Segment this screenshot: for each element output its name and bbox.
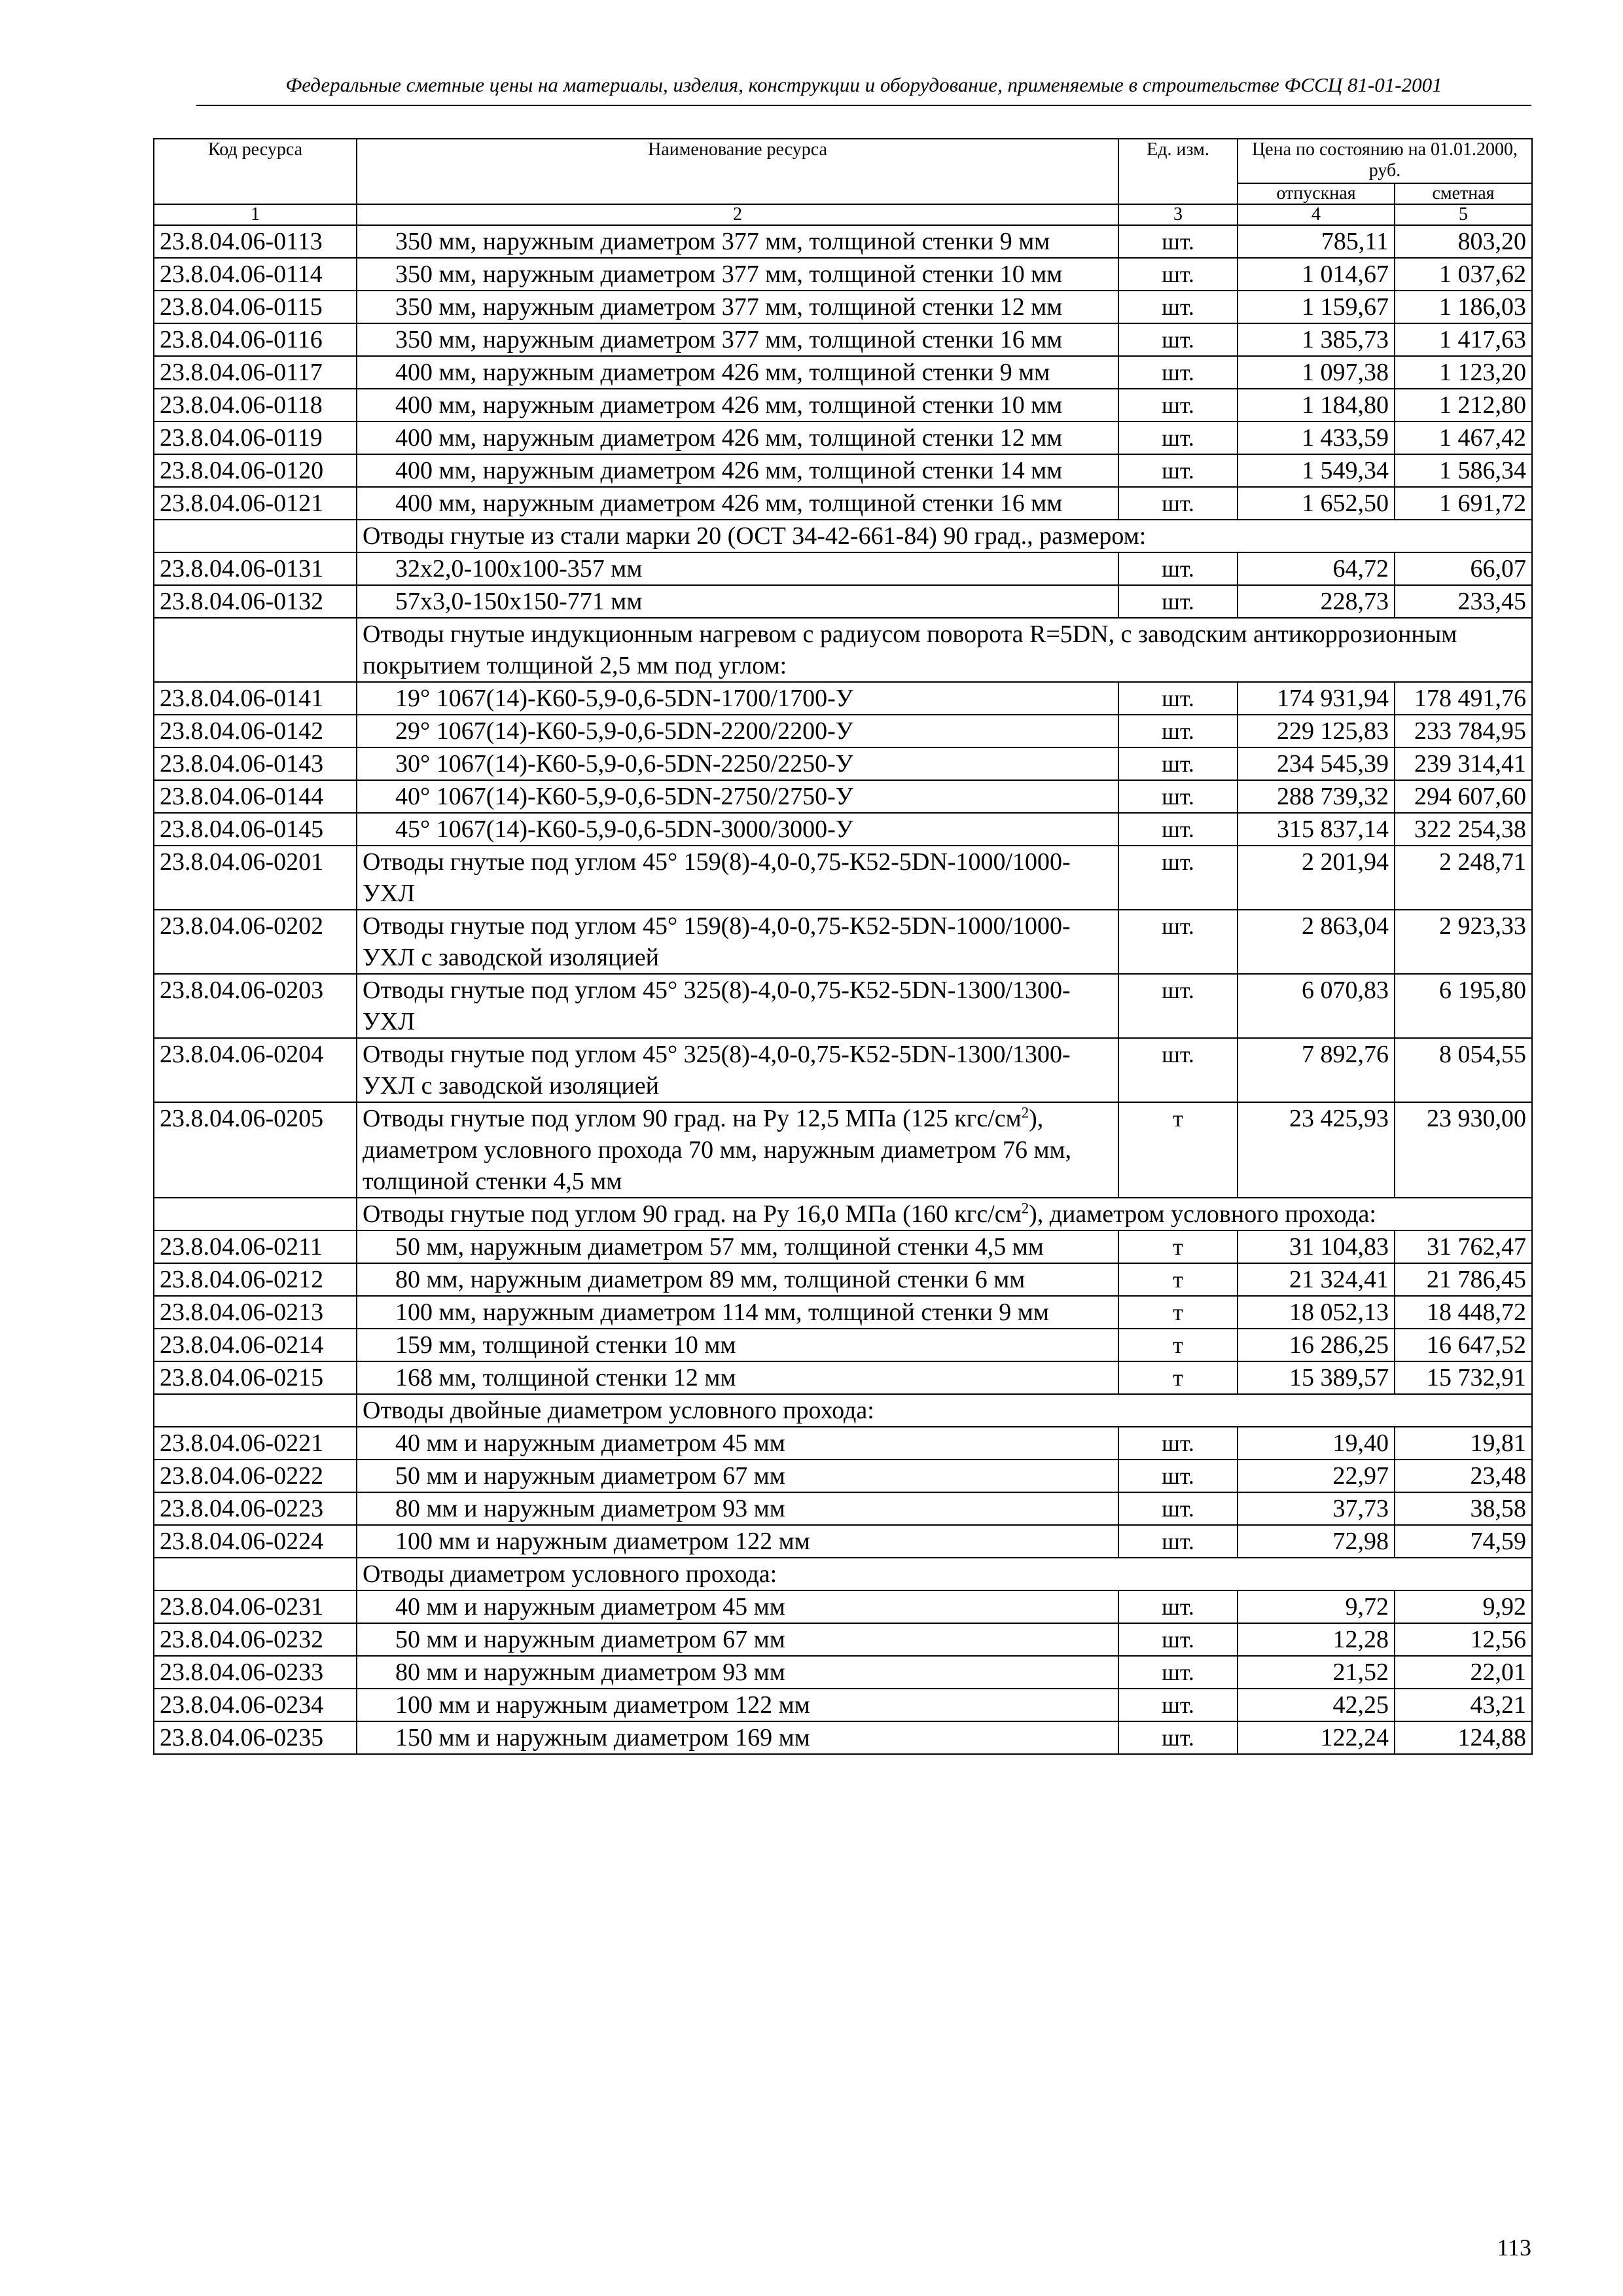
resource-name: 30° 1067(14)-К60-5,9-0,6-5DN-2250/2250-У [357,747,1118,780]
release-price: 1 097,38 [1238,356,1395,389]
resource-unit: шт. [1118,715,1238,747]
table-row [154,1038,1532,1102]
release-price: 1 652,50 [1238,487,1395,520]
estimate-price: 1 417,63 [1395,323,1532,356]
resource-unit: шт. [1118,780,1238,813]
table-row [154,715,1532,747]
resource-code: 23.8.04.06-0118 [154,389,357,422]
resource-code: 23.8.04.06-0233 [154,1656,357,1689]
release-price: 2 201,94 [1238,846,1395,910]
resource-unit: шт. [1118,1623,1238,1656]
resource-name: 150 мм и наружным диаметром 169 мм [357,1721,1118,1754]
group-row [154,1198,1532,1230]
resource-unit: т [1118,1263,1238,1296]
estimate-price: 31 762,47 [1395,1230,1532,1263]
resource-unit: шт. [1118,910,1238,974]
resource-code: 23.8.04.06-0131 [154,552,357,585]
header-unit: Ед. изм. [1118,139,1238,204]
table-row [154,1721,1532,1754]
release-price: 2 863,04 [1238,910,1395,974]
resource-code: 23.8.04.06-0223 [154,1492,357,1525]
release-price: 42,25 [1238,1689,1395,1721]
resource-unit: шт. [1118,552,1238,585]
resource-name: 400 мм, наружным диаметром 426 мм, толщиной стенки 9 мм [357,356,1118,389]
resource-code: 23.8.04.06-0143 [154,747,357,780]
resource-code: 23.8.04.06-0120 [154,454,357,487]
resource-unit: шт. [1118,487,1238,520]
estimate-price: 233 784,95 [1395,715,1532,747]
resource-code: 23.8.04.06-0215 [154,1361,357,1394]
table-row [154,1460,1532,1492]
resource-name: 29° 1067(14)-К60-5,9-0,6-5DN-2200/2200-У [357,715,1118,747]
estimate-price: 6 195,80 [1395,974,1532,1038]
resource-name: 50 мм и наружным диаметром 67 мм [357,1623,1118,1656]
resource-code: 23.8.04.06-0203 [154,974,357,1038]
release-price: 1 184,80 [1238,389,1395,422]
table-row [154,1329,1532,1361]
table-row [154,780,1532,813]
estimate-price: 43,21 [1395,1689,1532,1721]
resource-code: 23.8.04.06-0232 [154,1623,357,1656]
release-price: 174 931,94 [1238,682,1395,715]
group-row [154,618,1532,682]
resource-name: Отводы гнутые под углом 45° 159(8)-4,0-0,75-К52-5DN-1000/1000-УХЛ [357,846,1118,910]
empty-code-cell [154,1198,357,1230]
colnum-4: 4 [1238,204,1395,225]
release-price: 21 324,41 [1238,1263,1395,1296]
resource-code: 23.8.04.06-0117 [154,356,357,389]
header-price: Цена по состоянию на 01.01.2000, руб. [1238,139,1532,183]
release-price: 122,24 [1238,1721,1395,1754]
release-price: 72,98 [1238,1525,1395,1558]
estimate-price: 178 491,76 [1395,682,1532,715]
release-price: 785,11 [1238,225,1395,258]
resource-code: 23.8.04.06-0205 [154,1102,357,1198]
release-price: 9,72 [1238,1590,1395,1623]
table-row [154,813,1532,846]
resource-unit: шт. [1118,1460,1238,1492]
table-row [154,1230,1532,1263]
estimate-price: 74,59 [1395,1525,1532,1558]
table-row [154,1689,1532,1721]
resource-name: 400 мм, наружным диаметром 426 мм, толщиной стенки 12 мм [357,422,1118,454]
group-heading: Отводы диаметром условного прохода: [357,1558,1532,1590]
resource-code: 23.8.04.06-0115 [154,291,357,323]
group-row [154,1394,1532,1427]
resource-code: 23.8.04.06-0145 [154,813,357,846]
resource-unit: шт. [1118,1656,1238,1689]
release-price: 1 159,67 [1238,291,1395,323]
header-code: Код ресурса [154,139,357,204]
release-price: 22,97 [1238,1460,1395,1492]
release-price: 288 739,32 [1238,780,1395,813]
resource-name: Отводы гнутые под углом 45° 325(8)-4,0-0,75-К52-5DN-1300/1300-УХЛ [357,974,1118,1038]
resource-name: 100 мм и наружным диаметром 122 мм [357,1525,1118,1558]
estimate-price: 22,01 [1395,1656,1532,1689]
resource-unit: шт. [1118,1590,1238,1623]
group-text: Отводы гнутые под углом 90 град. на Ру 16,0 МПа (160 кгс/см [363,1200,1022,1228]
release-price: 234 545,39 [1238,747,1395,780]
table-row [154,1361,1532,1394]
estimate-price: 1 123,20 [1395,356,1532,389]
resource-code: 23.8.04.06-0116 [154,323,357,356]
resource-unit: шт. [1118,585,1238,618]
release-price: 19,40 [1238,1427,1395,1460]
table-row [154,323,1532,356]
resource-unit: шт. [1118,1427,1238,1460]
release-price: 12,28 [1238,1623,1395,1656]
resource-code: 23.8.04.06-0235 [154,1721,357,1754]
resource-name: 80 мм, наружным диаметром 89 мм, толщиной стенки 6 мм [357,1263,1118,1296]
resource-code: 23.8.04.06-0144 [154,780,357,813]
resource-unit: шт. [1118,454,1238,487]
resource-unit: шт. [1118,846,1238,910]
name-text: Отводы гнутые под углом 90 град. на Ру 12,5 МПа (125 кгс/см [363,1105,1022,1132]
release-price: 6 070,83 [1238,974,1395,1038]
resource-unit: шт. [1118,813,1238,846]
resource-name: 100 мм, наружным диаметром 114 мм, толщиной стенки 9 мм [357,1296,1118,1329]
release-price: 7 892,76 [1238,1038,1395,1102]
estimate-price: 21 786,45 [1395,1263,1532,1296]
estimate-price: 1 037,62 [1395,258,1532,291]
resource-code: 23.8.04.06-0119 [154,422,357,454]
resource-unit: шт. [1118,356,1238,389]
resource-unit: шт. [1118,1038,1238,1102]
table-row [154,422,1532,454]
table-row [154,552,1532,585]
estimate-price: 38,58 [1395,1492,1532,1525]
resource-code: 23.8.04.06-0201 [154,846,357,910]
release-price: 1 433,59 [1238,422,1395,454]
resource-code: 23.8.04.06-0222 [154,1460,357,1492]
resource-code: 23.8.04.06-0132 [154,585,357,618]
empty-code-cell [154,1394,357,1427]
resource-unit: шт. [1118,1689,1238,1721]
resource-code: 23.8.04.06-0214 [154,1329,357,1361]
estimate-price: 23,48 [1395,1460,1532,1492]
release-price: 1 014,67 [1238,258,1395,291]
empty-code-cell [154,520,357,552]
superscript: 2 [1021,1104,1029,1121]
resource-unit: шт. [1118,422,1238,454]
table-row [154,682,1532,715]
header-estimate: сметная [1395,183,1532,204]
resource-name: 80 мм и наружным диаметром 93 мм [357,1492,1118,1525]
release-price: 31 104,83 [1238,1230,1395,1263]
resource-code: 23.8.04.06-0211 [154,1230,357,1263]
resource-name: 400 мм, наружным диаметром 426 мм, толщиной стенки 14 мм [357,454,1118,487]
resource-code: 23.8.04.06-0224 [154,1525,357,1558]
release-price: 64,72 [1238,552,1395,585]
resource-unit: т [1118,1329,1238,1361]
resource-unit: шт. [1118,682,1238,715]
estimate-price: 294 607,60 [1395,780,1532,813]
group-heading: Отводы двойные диаметром условного прохода: [357,1394,1532,1427]
estimate-price: 2 923,33 [1395,910,1532,974]
table-row [154,585,1532,618]
group-heading: Отводы гнутые индукционным нагревом с радиусом поворота R=5DN, с заводским антикоррозионным покрытием толщиной 2,5 мм под углом: [357,618,1532,682]
resource-name: 168 мм, толщиной стенки 12 мм [357,1361,1118,1394]
resource-name: 100 мм и наружным диаметром 122 мм [357,1689,1118,1721]
resource-name: 32x2,0-100x100-357 мм [357,552,1118,585]
release-price: 229 125,83 [1238,715,1395,747]
release-price: 16 286,25 [1238,1329,1395,1361]
estimate-price: 9,92 [1395,1590,1532,1623]
resource-unit: шт. [1118,258,1238,291]
table-row [154,974,1532,1038]
resource-code: 23.8.04.06-0234 [154,1689,357,1721]
table-row [154,1492,1532,1525]
resource-name: 50 мм, наружным диаметром 57 мм, толщиной стенки 4,5 мм [357,1230,1118,1263]
resource-name: 80 мм и наружным диаметром 93 мм [357,1656,1118,1689]
resource-name: Отводы гнутые под углом 45° 325(8)-4,0-0,75-К52-5DN-1300/1300-УХЛ с заводской изоляцией [357,1038,1118,1102]
estimate-price: 18 448,72 [1395,1296,1532,1329]
table-row [154,1656,1532,1689]
superscript: 2 [1021,1200,1029,1217]
resource-name: 400 мм, наружным диаметром 426 мм, толщиной стенки 10 мм [357,389,1118,422]
table-row [154,1623,1532,1656]
table-row [154,1525,1532,1558]
resource-code: 23.8.04.06-0204 [154,1038,357,1102]
release-price: 18 052,13 [1238,1296,1395,1329]
resource-unit: шт. [1118,323,1238,356]
resource-code: 23.8.04.06-0221 [154,1427,357,1460]
colnum-2: 2 [357,204,1118,225]
group-text: ), диаметром условного прохода: [1029,1200,1376,1228]
estimate-price: 1 186,03 [1395,291,1532,323]
table-row [154,225,1532,258]
table-row [154,487,1532,520]
estimate-price: 23 930,00 [1395,1102,1532,1198]
table-row [154,1296,1532,1329]
resource-name: 40 мм и наружным диаметром 45 мм [357,1590,1118,1623]
estimate-price: 1 212,80 [1395,389,1532,422]
resource-name [357,1102,1118,1198]
release-price: 15 389,57 [1238,1361,1395,1394]
resource-unit: т [1118,1296,1238,1329]
page-number: 113 [1497,2234,1531,2261]
resource-name: 40° 1067(14)-К60-5,9-0,6-5DN-2750/2750-У [357,780,1118,813]
name-text: ), диаметром условного прохода 70 мм, наружным диаметром 76 мм, толщиной стенки 4,5 мм [363,1105,1072,1195]
estimate-price: 239 314,41 [1395,747,1532,780]
resource-code: 23.8.04.06-0114 [154,258,357,291]
resource-code: 23.8.04.06-0113 [154,225,357,258]
resource-name: 50 мм и наружным диаметром 67 мм [357,1460,1118,1492]
resource-code: 23.8.04.06-0213 [154,1296,357,1329]
release-price: 1 549,34 [1238,454,1395,487]
table-row [154,747,1532,780]
group-heading: Отводы гнутые из стали марки 20 (ОСТ 34-42-661-84) 90 град., размером: [357,520,1532,552]
table-row [154,1263,1532,1296]
resource-unit: шт. [1118,747,1238,780]
price-table [153,138,1533,1755]
running-header: Федеральные сметные цены на материалы, изделия, конструкции и оборудование, применяемые в строительстве ФССЦ 81-01-2001 [285,73,1442,96]
resource-name: 159 мм, толщиной стенки 10 мм [357,1329,1118,1361]
release-price: 228,73 [1238,585,1395,618]
estimate-price: 803,20 [1395,225,1532,258]
group-row [154,520,1532,552]
table-row [154,1427,1532,1460]
release-price: 1 385,73 [1238,323,1395,356]
resource-name: 350 мм, наружным диаметром 377 мм, толщиной стенки 16 мм [357,323,1118,356]
estimate-price: 1 691,72 [1395,487,1532,520]
resource-name: 57x3,0-150x150-771 мм [357,585,1118,618]
resource-unit: т [1118,1361,1238,1394]
estimate-price: 2 248,71 [1395,846,1532,910]
estimate-price: 322 254,38 [1395,813,1532,846]
resource-unit: шт. [1118,1721,1238,1754]
table-row [154,258,1532,291]
resource-name: 350 мм, наружным диаметром 377 мм, толщиной стенки 9 мм [357,225,1118,258]
header-name: Наименование ресурса [357,139,1118,204]
resource-name: 350 мм, наружным диаметром 377 мм, толщиной стенки 10 мм [357,258,1118,291]
table-row [154,910,1532,974]
estimate-price: 1 586,34 [1395,454,1532,487]
resource-code: 23.8.04.06-0202 [154,910,357,974]
group-heading [357,1198,1532,1230]
estimate-price: 124,88 [1395,1721,1532,1754]
table-row [154,1102,1532,1198]
empty-code-cell [154,1558,357,1590]
empty-code-cell [154,618,357,682]
release-price: 23 425,93 [1238,1102,1395,1198]
estimate-price: 1 467,42 [1395,422,1532,454]
estimate-price: 8 054,55 [1395,1038,1532,1102]
colnum-3: 3 [1118,204,1238,225]
table-row [154,846,1532,910]
resource-name: 19° 1067(14)-К60-5,9-0,6-5DN-1700/1700-У [357,682,1118,715]
estimate-price: 16 647,52 [1395,1329,1532,1361]
resource-name: 350 мм, наружным диаметром 377 мм, толщиной стенки 12 мм [357,291,1118,323]
estimate-price: 12,56 [1395,1623,1532,1656]
resource-unit: шт. [1118,974,1238,1038]
resource-unit: шт. [1118,1525,1238,1558]
resource-unit: шт. [1118,225,1238,258]
header-rule [196,105,1531,106]
release-price: 37,73 [1238,1492,1395,1525]
colnum-5: 5 [1395,204,1532,225]
resource-code: 23.8.04.06-0142 [154,715,357,747]
estimate-price: 15 732,91 [1395,1361,1532,1394]
release-price: 315 837,14 [1238,813,1395,846]
resource-unit: шт. [1118,1492,1238,1525]
table-row [154,356,1532,389]
table-row [154,291,1532,323]
resource-code: 23.8.04.06-0231 [154,1590,357,1623]
table-row [154,454,1532,487]
resource-unit: т [1118,1102,1238,1198]
header-release: отпускная [1238,183,1395,204]
group-row [154,1558,1532,1590]
estimate-price: 66,07 [1395,552,1532,585]
resource-name: Отводы гнутые под углом 45° 159(8)-4,0-0,75-К52-5DN-1000/1000-УХЛ с заводской изоляцией [357,910,1118,974]
resource-unit: шт. [1118,389,1238,422]
resource-name: 40 мм и наружным диаметром 45 мм [357,1427,1118,1460]
release-price: 21,52 [1238,1656,1395,1689]
estimate-price: 233,45 [1395,585,1532,618]
resource-name: 400 мм, наружным диаметром 426 мм, толщиной стенки 16 мм [357,487,1118,520]
colnum-1: 1 [154,204,357,225]
estimate-price: 19,81 [1395,1427,1532,1460]
resource-code: 23.8.04.06-0121 [154,487,357,520]
resource-code: 23.8.04.06-0141 [154,682,357,715]
table-row [154,1590,1532,1623]
resource-unit: т [1118,1230,1238,1263]
table-row [154,389,1532,422]
resource-unit: шт. [1118,291,1238,323]
resource-code: 23.8.04.06-0212 [154,1263,357,1296]
resource-name: 45° 1067(14)-К60-5,9-0,6-5DN-3000/3000-У [357,813,1118,846]
